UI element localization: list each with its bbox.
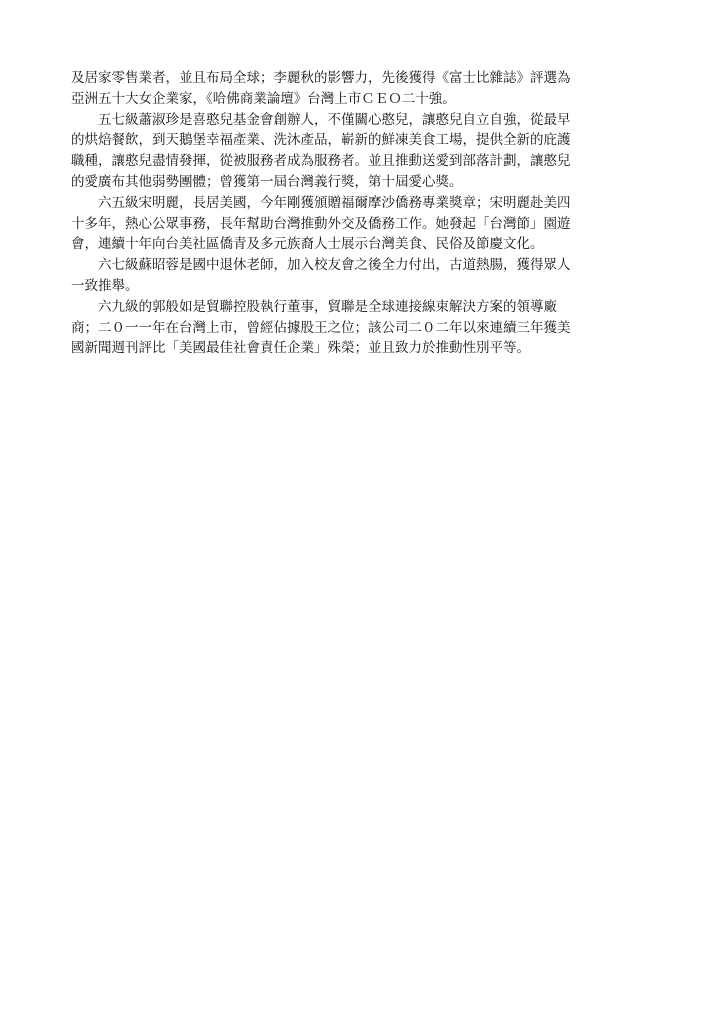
document-body — [71, 68, 659, 359]
paragraph-first-line: 六五級宋明麗，長居美國，今年剛獲頒贈福爾摩沙僑務專業獎章；宋明麗赴美四 — [98, 194, 571, 211]
text-line: 的烘焙餐飲，到天鵝堡幸福產業、洗沐產品，嶄新的鮮凍美食工場，提供全新的庇護 — [71, 132, 571, 149]
text-line: 國新聞週刊評比「美國最佳社會責任企業」殊榮；並且致力於推動性別平等。 — [71, 340, 530, 357]
text-line: 十多年，熱心公眾事務，長年幫助台灣推動外交及僑務工作。她發起「台灣節」園遊 — [71, 215, 571, 232]
text-line: 一致推舉。 — [71, 277, 139, 294]
text-line: 的愛廣布其他弱勢團體；曾獲第一屆台灣義行獎，第十屆愛心獎。 — [71, 173, 463, 190]
paragraph-first-line: 六七級蘇昭蓉是國中退休老師，加入校友會之後全力付出，古道熱腸，獲得眾人 — [98, 257, 571, 274]
text-line: 會，連續十年向台美社區僑青及多元族裔人士展示台灣美食、民俗及節慶文化。 — [71, 236, 544, 253]
text-line: 亞洲五十大女企業家，《哈佛商業論壇》台灣上市ＣＥＯ二十強。 — [71, 90, 456, 107]
paragraph-first-line: 六九級的郭般如是貿聯控股執行董事，貿聯是全球連接線束解決方案的領導廠 — [98, 298, 557, 315]
paragraph-first-line: 五七級蕭淑珍是喜憨兒基金會創辦人，不僅關心憨兒，讓憨兒自立自強，從最早 — [98, 111, 571, 128]
text-line: 商；二０一一年在台灣上市，曾經佔據股王之位；該公司二０二年以來連續三年獲美 — [71, 319, 571, 336]
text-line: 職種，讓憨兒盡情發揮，從被服務者成為服務者。並且推動送愛到部落計劃，讓憨兒 — [71, 153, 571, 170]
text-line: 及居家零售業者，並且布局全球；李麗秋的影響力，先後獲得《富士比雜誌》評選為 — [71, 70, 571, 86]
